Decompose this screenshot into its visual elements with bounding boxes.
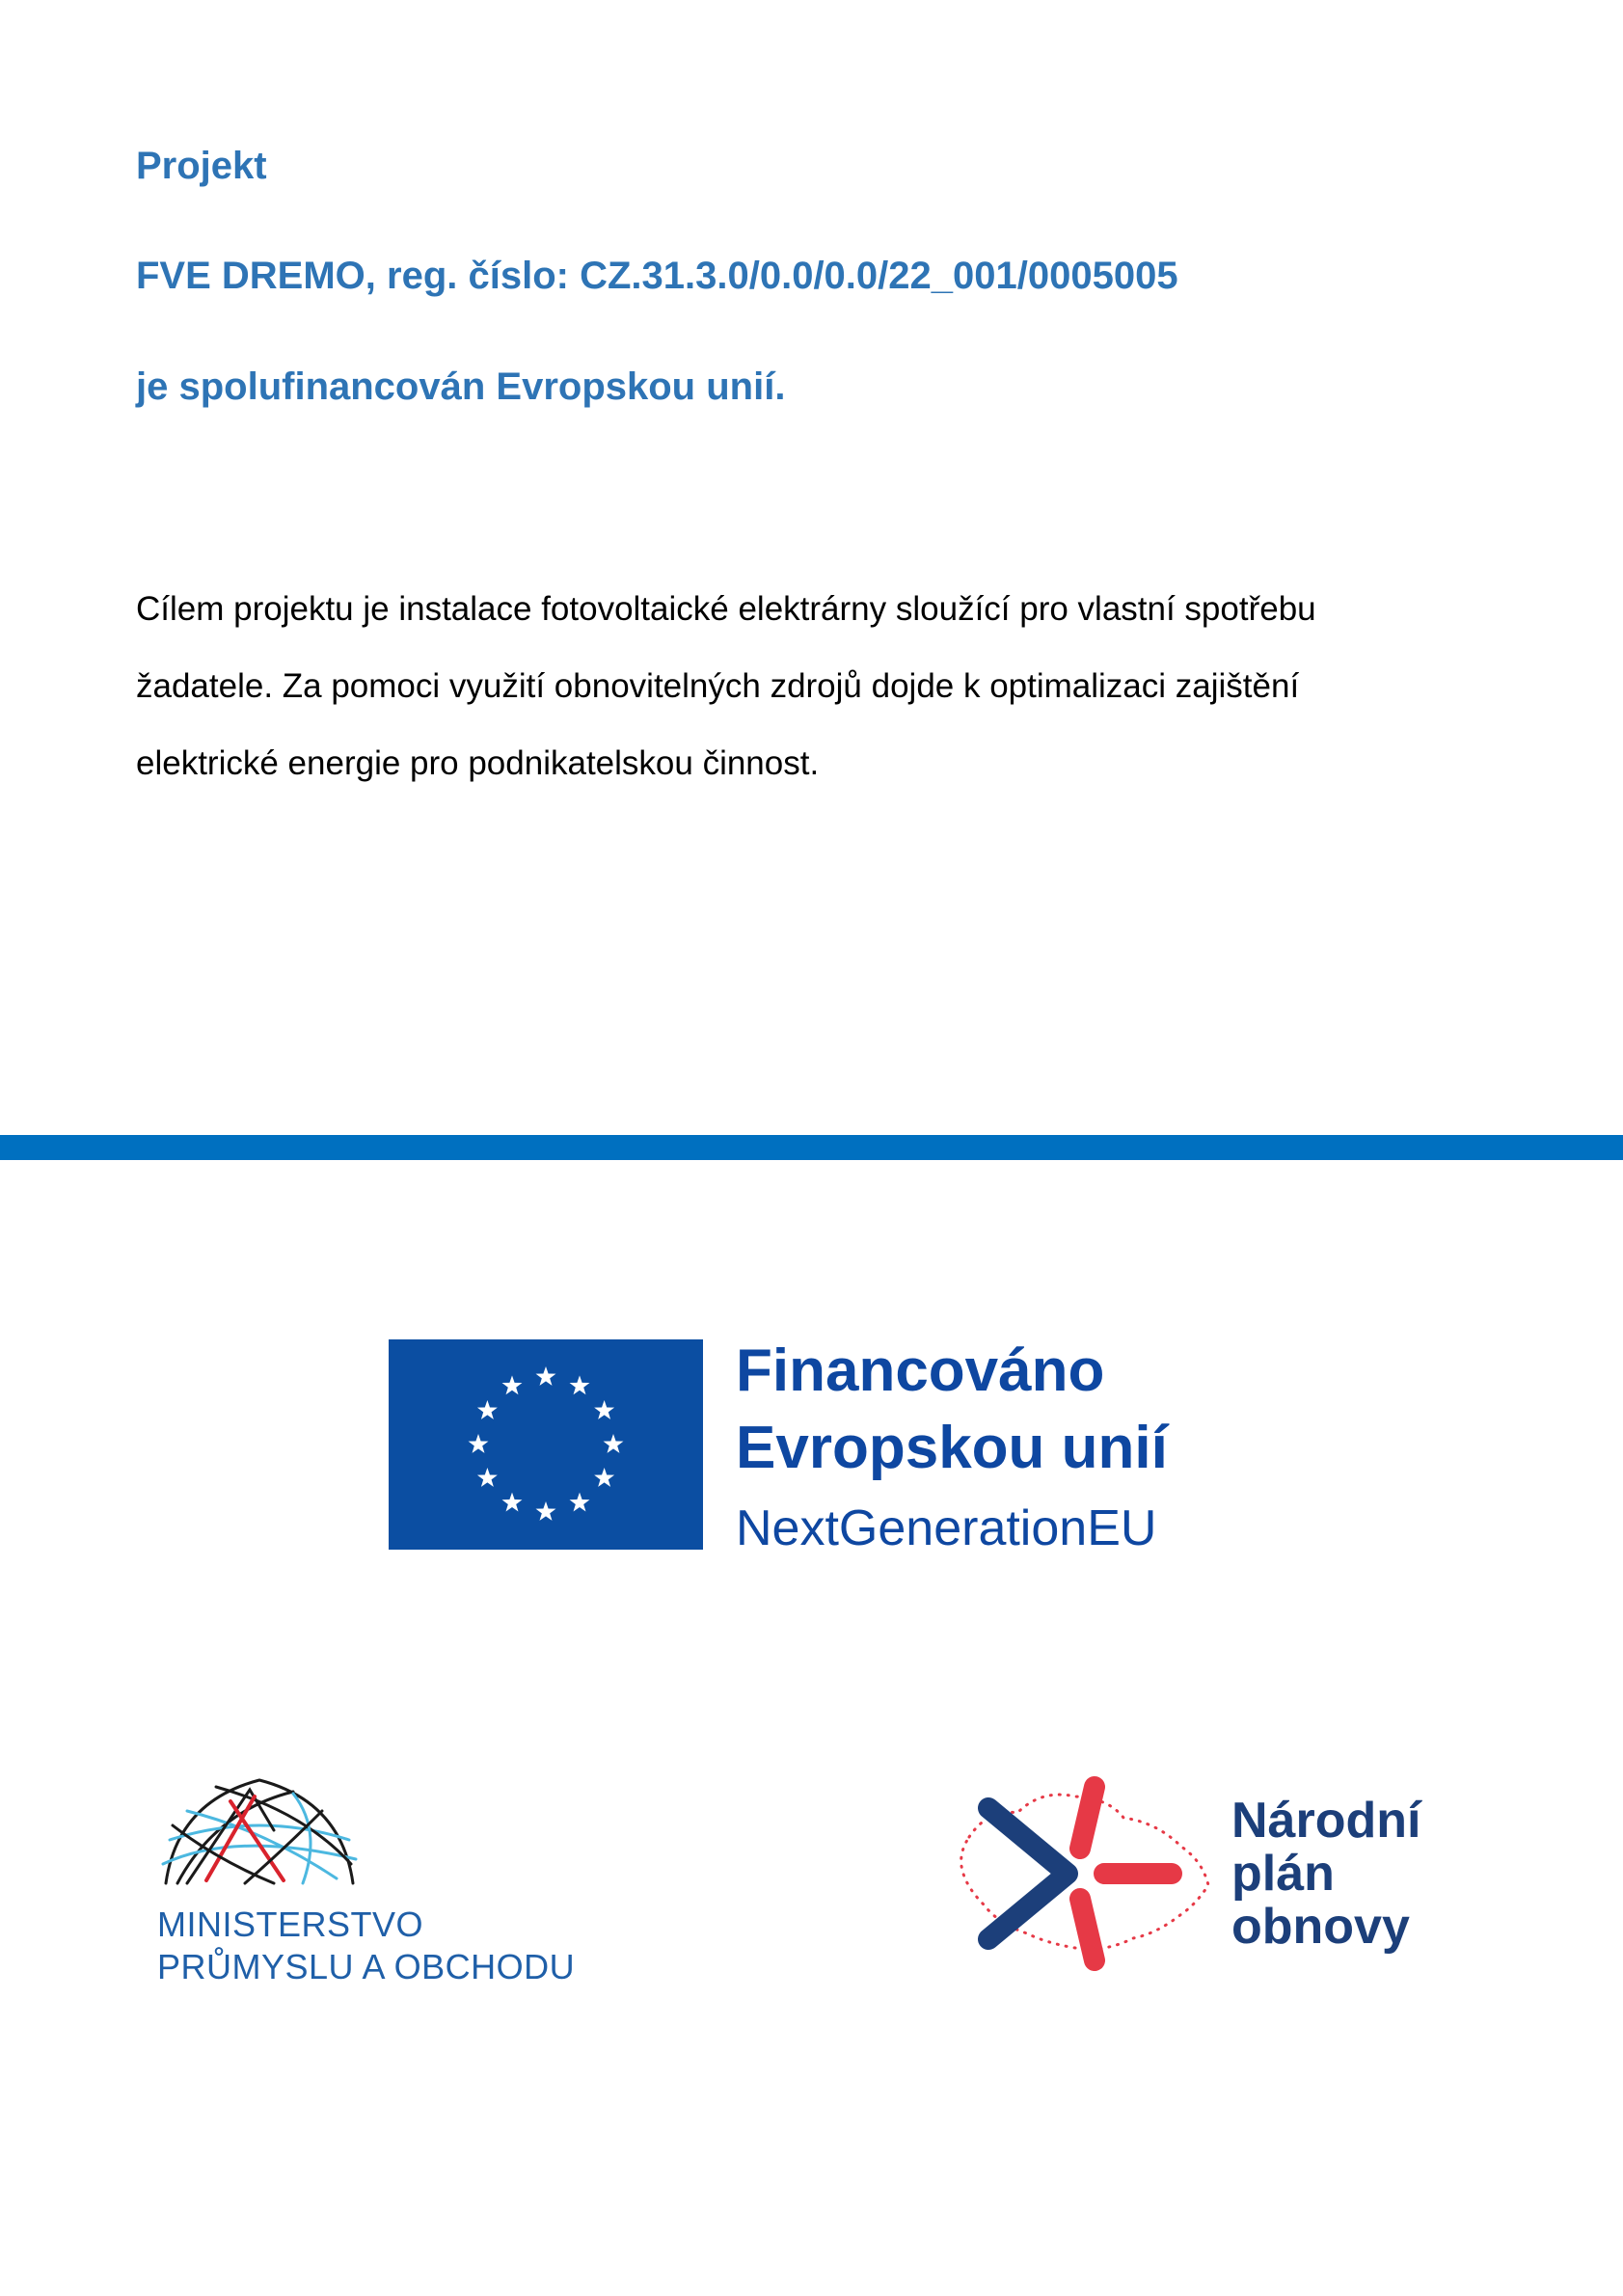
ministry-logo-text (157, 1904, 575, 1988)
project-label: Projekt (136, 145, 267, 187)
ministry-logo (154, 1772, 598, 1985)
eu-logo-line-nextgen: NextGenerationEU (736, 1500, 1157, 1556)
project-description (136, 571, 1505, 802)
eu-flag-icon (389, 1339, 703, 1550)
recovery-plan-mark-icon (950, 1769, 1215, 1978)
description-line: elektrické energie pro podnikatelskou činnost. (136, 744, 820, 782)
eu-logo-line-eu: Evropskou unií (736, 1415, 1168, 1481)
recovery-plan-line-3: obnovy (1231, 1899, 1410, 1955)
ministry-line-1: MINISTERSTVO (157, 1904, 424, 1944)
description-line: žadatele. Za pomoci využití obnovitelných zdrojů dojde k optimalizaci zajištění (136, 667, 1300, 705)
recovery-plan-logo (950, 1769, 1451, 1978)
eu-funding-logo (389, 1337, 1208, 1556)
description-line: Cílem projektu je instalace fotovoltaické elektrárny sloužící pro vlastní spotřebu (136, 590, 1316, 628)
section-divider (0, 1135, 1623, 1160)
recovery-plan-text (1231, 1795, 1420, 1954)
eu-logo-line-financed: Financováno (736, 1337, 1105, 1404)
ministry-globe-icon (158, 1772, 361, 1886)
cofinanced-statement: je spolufinancován Evropskou unií. (136, 365, 786, 408)
recovery-plan-line-2: plán (1231, 1846, 1335, 1902)
ministry-line-2: PRŮMYSLU A OBCHODU (157, 1947, 576, 1986)
recovery-plan-line-1: Národní (1231, 1793, 1421, 1849)
project-title: FVE DREMO, reg. číslo: CZ.31.3.0/0.0/0.0/22_001/0005005 (136, 255, 1178, 297)
